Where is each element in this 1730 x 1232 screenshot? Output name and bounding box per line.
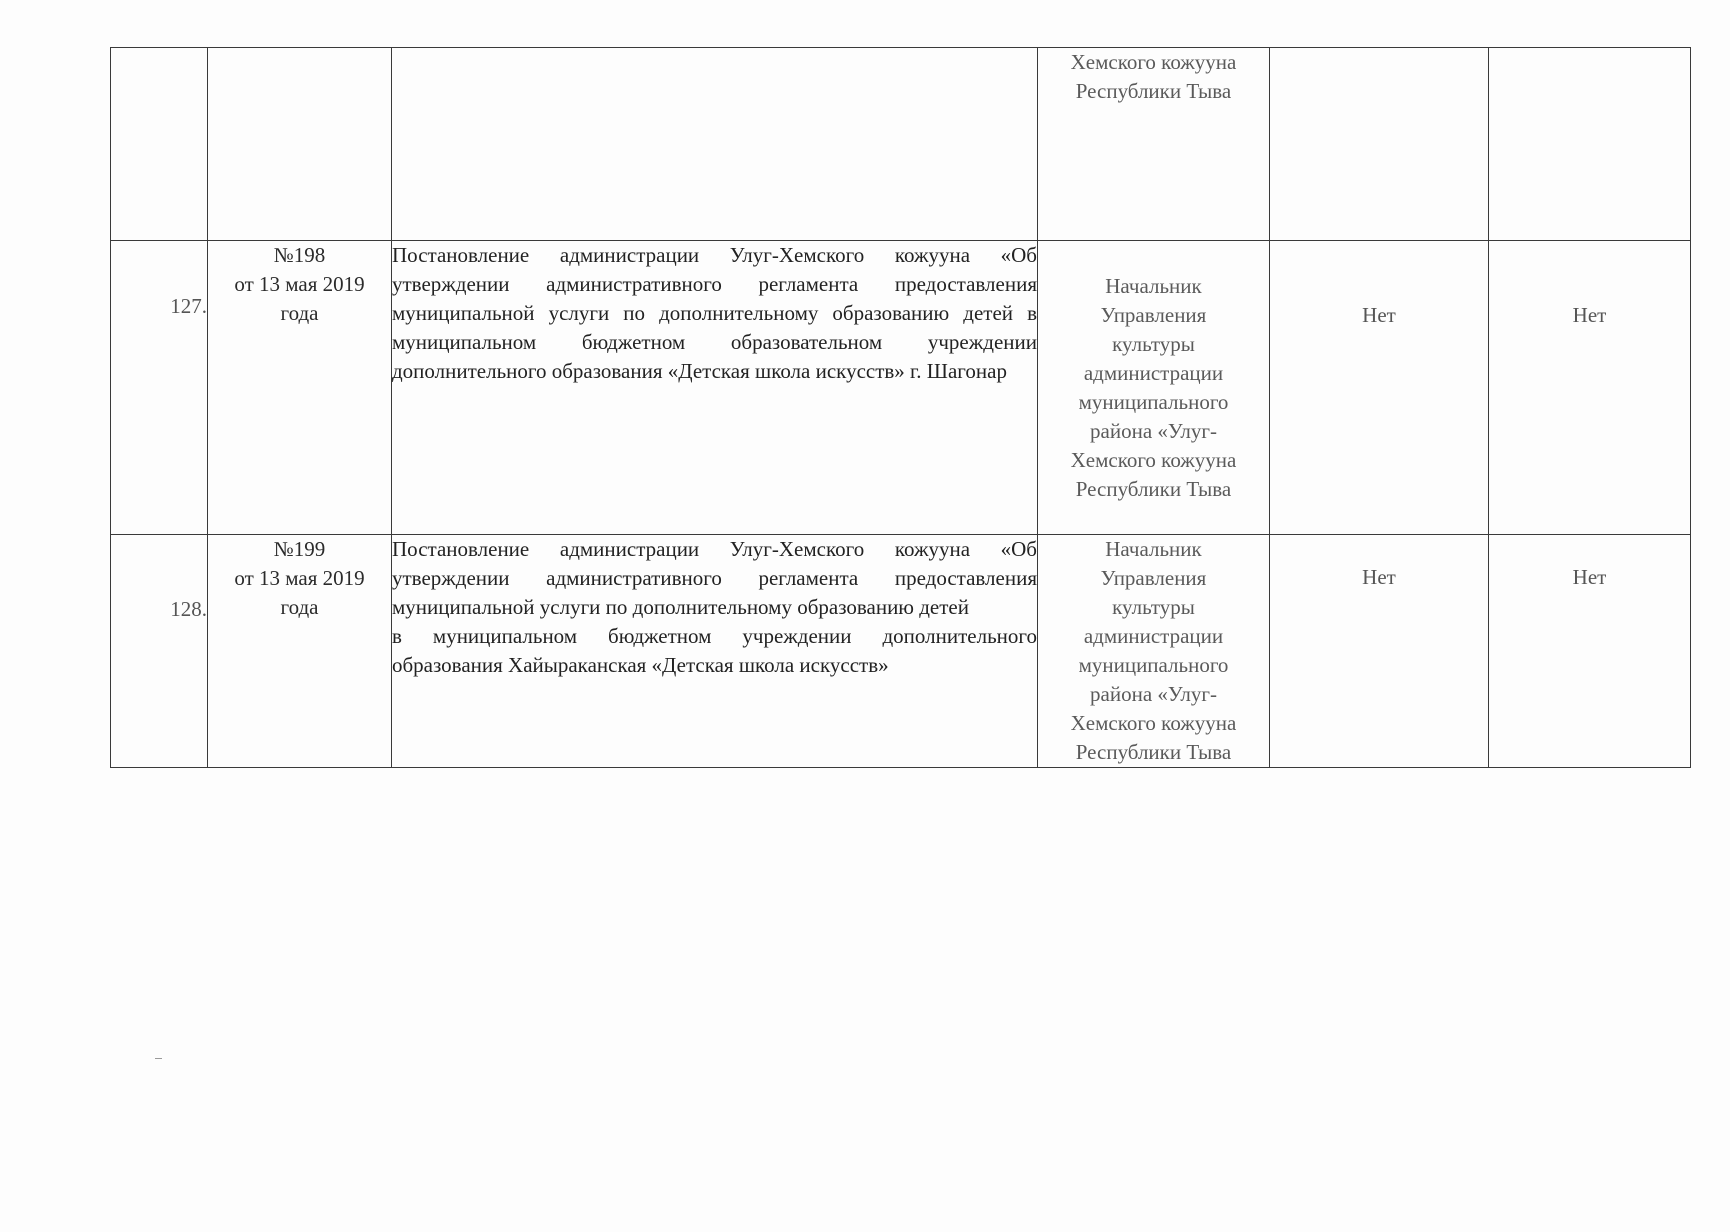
responsible-line: Республики Тыва bbox=[1075, 79, 1232, 103]
responsible-cell: Начальник Управления культуры администрации муниципального района «Улуг- Хемского кожууна Республики Тыва bbox=[1038, 535, 1270, 768]
column-a-value: Нет bbox=[1270, 241, 1489, 535]
column-b-value: Нет bbox=[1489, 535, 1691, 768]
doc-year: года bbox=[280, 595, 319, 619]
doc-reference bbox=[208, 241, 392, 535]
doc-number: №199 bbox=[273, 537, 326, 561]
scan-artifact bbox=[155, 1058, 162, 1059]
number-cell bbox=[111, 48, 208, 241]
registry-table bbox=[110, 47, 1691, 768]
doc-reference bbox=[208, 535, 392, 768]
doc-number: №198 bbox=[273, 243, 326, 267]
doc-date: от 13 мая 2019 bbox=[234, 272, 365, 296]
table-row bbox=[111, 535, 1691, 768]
doc-year: года bbox=[280, 301, 319, 325]
table-row bbox=[111, 241, 1691, 535]
column-b-value: Нет bbox=[1489, 241, 1691, 535]
column-a-cell bbox=[1270, 48, 1489, 241]
doc-date: от 13 мая 2019 bbox=[234, 566, 365, 590]
table-row bbox=[111, 48, 1691, 241]
column-b-cell bbox=[1489, 48, 1691, 241]
column-a-value: Нет bbox=[1270, 535, 1489, 768]
row-number: 128. bbox=[111, 535, 208, 768]
doc-title: Постановление администрации Улуг-Хемского кожууна «Об утверждении административного регламента предоставления муниципальной услуги по дополнительному образованию детей в муниципальном бюджетном учреждении дополнительного образования Хайыраканская «Детская школа искусств» bbox=[392, 535, 1038, 768]
title-cell bbox=[392, 48, 1038, 241]
doc-title: Постановление администрации Улуг-Хемского кожууна «Об утверждении административного регламента предоставления муниципальной услуги по дополнительному образованию детей в муниципальном бюджетном образовательном учреждении дополнительного образования «Детская школа искусств» г. Шагонар bbox=[392, 241, 1038, 535]
responsible-cell: Начальник Управления культуры администрации муниципального района «Улуг- Хемского кожууна Республики Тыва bbox=[1038, 241, 1270, 535]
row-number: 127. bbox=[111, 241, 208, 535]
doc-cell bbox=[208, 48, 392, 241]
responsible-line: Хемского кожууна bbox=[1070, 50, 1237, 74]
responsible-cell bbox=[1038, 48, 1270, 241]
